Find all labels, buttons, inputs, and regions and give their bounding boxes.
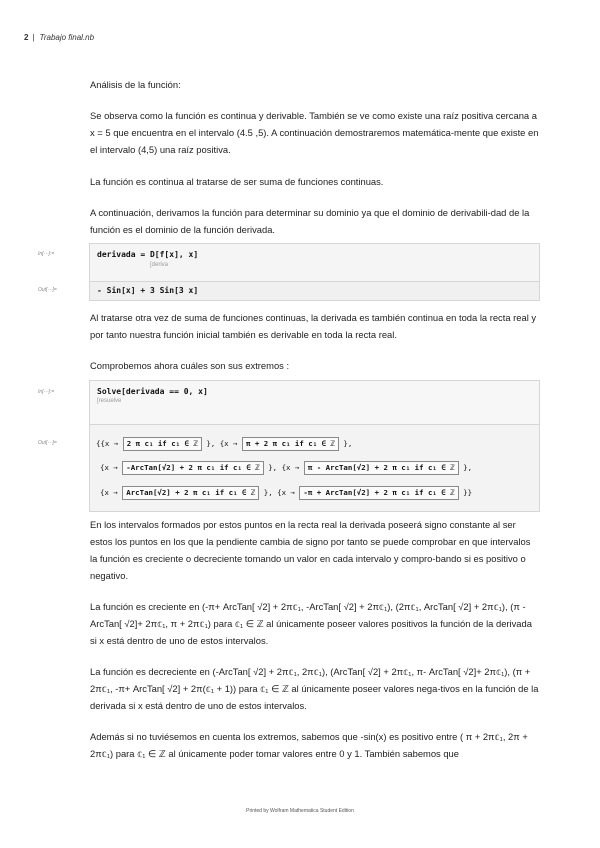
paragraph-observation: Se observa como la función es continua y derivable. También se ve como existe una raíz positiva cercana a x = 5 que encuentra en el intervalo (4.5 ,5). A continuación demostraremos matemática-mente que existe en el intervalo (4,5) una raíz positiva. (90, 110, 539, 155)
paragraph-without-extremes: Además si no tuviésemos en cuenta los extremos, sabemos que -sin(x) es positivo entre ( π + 2π𝕔₁, 2π + 2π𝕔₁) para 𝕔₁ ∈ ℤ al únicamente poder tomar valores entre 0 y 1. También sabemos que (90, 731, 528, 759)
solution-row-1 (96, 436, 352, 452)
page-header (24, 33, 94, 42)
cell1-output-cell (89, 281, 540, 301)
header-separator: | (32, 33, 35, 42)
row2-mid: }, {x → (268, 463, 300, 472)
paragraph-decreasing: La función es decreciente en (-ArcTan[ √2] + 2π𝕔₁, 2π𝕔₁), (ArcTan[ √2] + 2π𝕔₁, π- ArcTan[ √2]+ 2π𝕔₁), (π + 2π𝕔₁, -π+ ArcTan[ √2] + 2π(𝕔₁ + 1)) para 𝕔₁ ∈ ℤ al únicamente poseer valores nega-tivos en la función de la derivada si x está dentro de uno de estos intervalos. (90, 666, 539, 711)
row2-condition-b[interactable]: π - ArcTan[√2] + 2 π c₁ if c₁ ∈ ℤ (304, 461, 459, 475)
page-number: 2 (24, 33, 29, 42)
cell2-input-cell[interactable] (89, 380, 540, 426)
cell1-in-label: In[⋯]:= (38, 251, 55, 257)
notebook-title: Trabajo final.nb (39, 33, 95, 42)
cell2-out-label: Out[⋯]= (38, 440, 57, 446)
cell1-out-label: Out[⋯]= (38, 287, 57, 293)
row3-condition-a[interactable]: ArcTan[√2] + 2 π c₁ if c₁ ∈ ℤ (122, 486, 259, 500)
cell1-input-cell[interactable] (89, 243, 540, 283)
row1-close: }, (343, 439, 353, 448)
paragraph-increasing: La función es creciente en (-π+ ArcTan[ √2] + 2π𝕔₁, -ArcTan[ √2] + 2π𝕔₁), (2π𝕔₁, ArcTan[ √2] + 2π𝕔₁), (π - ArcTan[ √2]+ 2π𝕔₁, π + 2π𝕔₁) para 𝕔₁ ∈ ℤ al únicamente poseer valores positivos la función de la derivada si x está dentro de uno de estos intervalos. (90, 601, 532, 646)
cell2-input-code[interactable]: Solve[derivada == 0, x] (97, 387, 208, 396)
solution-row-3 (100, 485, 472, 501)
print-footer: Printed by Wolfram Mathematica Student Edition (246, 808, 354, 814)
cell1-function-hint: [deriva (150, 262, 169, 268)
row1-condition-a[interactable]: 2 π c₁ if c₁ ∈ ℤ (123, 437, 202, 451)
row3-condition-b[interactable]: -π + ArcTan[√2] + 2 π c₁ if c₁ ∈ ℤ (299, 486, 458, 500)
paragraph-derivative-intro: A continuación, derivamos la función para determinar su dominio ya que el dominio de derivabili-dad de la función es el dominio de la función derivada. (90, 207, 530, 235)
row1-open: {{x → (96, 439, 119, 448)
cell1-input-code[interactable]: derivada = D[f[x], x] (97, 250, 199, 259)
paragraph-intervals-sign: En los intervalos formados por estos puntos en la recta real la derivada poseerá signo constante al ser estos los puntos en los que la pendiente cambia de signo por tanto se puede comprobar en que intervalos la función es creciente o decreciente tomando un valor en cada intervalo y compro-bando si es positivo o negativo. (90, 519, 531, 581)
row3-mid: }, {x → (263, 488, 295, 497)
paragraph-derivative-continuity: Al tratarse otra vez de suma de funciones continuas, la derivada es también continua en toda la recta real y por tanto nuestra función inicial también es derivable en toda la recta real. (90, 312, 537, 340)
row3-open: {x → (100, 488, 118, 497)
row1-condition-b[interactable]: π + 2 π c₁ if c₁ ∈ ℤ (242, 437, 339, 451)
cell2-in-label: In[⋯]:= (38, 389, 55, 395)
row1-mid: }, {x → (206, 439, 238, 448)
paragraph-extremes-intro: Comprobemos ahora cuáles son sus extremos : (90, 360, 290, 371)
cell1-output-code: - Sin[x] + 3 Sin[3 x] (97, 286, 199, 295)
row2-close: }, (463, 463, 473, 472)
row3-close: }} (463, 488, 473, 497)
row2-open: {x → (100, 463, 118, 472)
paragraph-continuity: La función es continua al tratarse de ser suma de funciones continuas. (90, 176, 384, 187)
paragraph-analysis-title: Análisis de la función: (90, 79, 181, 90)
solution-row-2 (100, 460, 472, 476)
cell2-function-hint: [resuelve (97, 398, 122, 404)
row2-condition-a[interactable]: -ArcTan[√2] + 2 π c₁ if c₁ ∈ ℤ (122, 461, 264, 475)
